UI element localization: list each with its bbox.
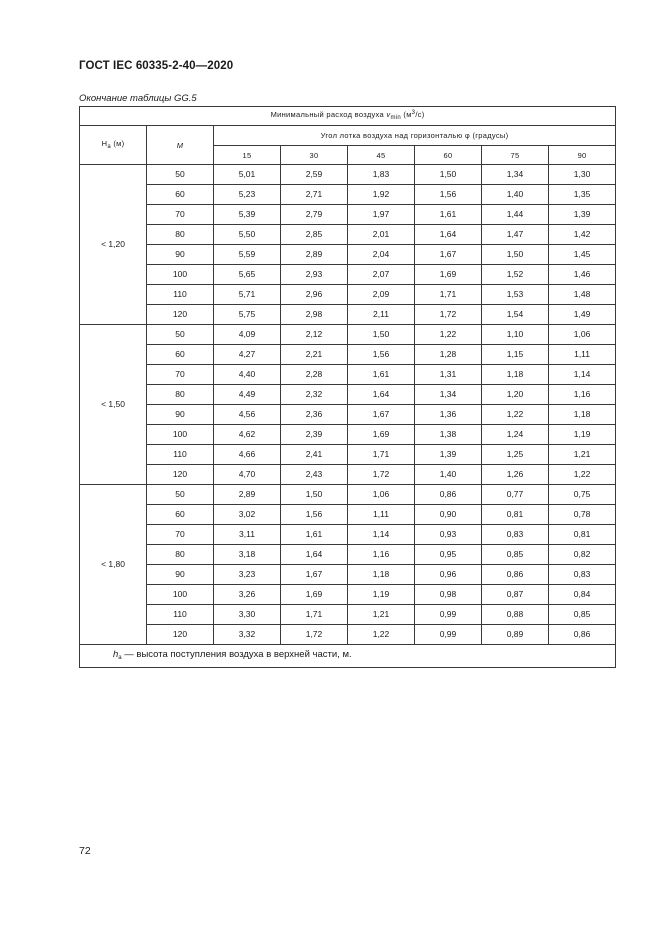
table-row	[80, 245, 616, 265]
angle-header-30: 30	[281, 146, 348, 165]
value-cell: 1,15	[482, 345, 549, 365]
value-cell: 3,23	[214, 565, 281, 585]
m-header-cell: M	[147, 126, 214, 165]
m-cell: 120	[147, 625, 214, 645]
m-cell: 120	[147, 305, 214, 325]
table-row	[80, 525, 616, 545]
table-row	[80, 585, 616, 605]
value-cell: 4,66	[214, 445, 281, 465]
value-cell: 1,21	[348, 605, 415, 625]
value-cell: 1,83	[348, 165, 415, 185]
value-cell: 1,11	[549, 345, 616, 365]
value-cell: 1,24	[482, 425, 549, 445]
value-cell: 4,49	[214, 385, 281, 405]
value-cell: 3,02	[214, 505, 281, 525]
value-cell: 4,09	[214, 325, 281, 345]
value-cell: 0,83	[482, 525, 549, 545]
value-cell: 5,59	[214, 245, 281, 265]
table-caption: Окончание таблицы GG.5	[79, 93, 197, 104]
value-cell: 2,59	[281, 165, 348, 185]
value-cell: 2,43	[281, 465, 348, 485]
value-cell: 1,34	[482, 165, 549, 185]
value-cell: 1,69	[281, 585, 348, 605]
value-cell: 1,49	[549, 305, 616, 325]
value-cell: 5,65	[214, 265, 281, 285]
main-header-cell	[80, 107, 616, 126]
value-cell: 2,39	[281, 425, 348, 445]
value-cell: 1,52	[482, 265, 549, 285]
value-cell: 1,34	[415, 385, 482, 405]
value-cell: 4,56	[214, 405, 281, 425]
value-cell: 1,38	[415, 425, 482, 445]
m-cell: 90	[147, 405, 214, 425]
value-cell: 2,21	[281, 345, 348, 365]
document-title: ГОСТ IEC 60335-2-40—2020	[79, 60, 234, 72]
table-row	[80, 485, 616, 505]
value-cell: 5,50	[214, 225, 281, 245]
value-cell: 0,81	[549, 525, 616, 545]
footnote-row	[80, 645, 616, 668]
value-cell: 1,67	[415, 245, 482, 265]
value-cell: 0,96	[415, 565, 482, 585]
m-cell: 70	[147, 525, 214, 545]
value-cell: 0,78	[549, 505, 616, 525]
m-cell: 80	[147, 225, 214, 245]
header-row-angle	[80, 126, 616, 146]
m-cell: 110	[147, 445, 214, 465]
value-cell: 1,22	[415, 325, 482, 345]
angle-header-90: 90	[549, 146, 616, 165]
table-row	[80, 465, 616, 485]
m-cell: 90	[147, 565, 214, 585]
table-row	[80, 345, 616, 365]
value-cell: 0,83	[549, 565, 616, 585]
value-cell: 1,06	[549, 325, 616, 345]
value-cell: 0,99	[415, 605, 482, 625]
value-cell: 1,14	[348, 525, 415, 545]
value-cell: 1,50	[482, 245, 549, 265]
ha-header-main: H	[101, 138, 108, 148]
value-cell: 5,75	[214, 305, 281, 325]
value-cell: 1,35	[549, 185, 616, 205]
footnote-text: — высота поступления воздуха в верхней части, м.	[121, 648, 352, 660]
value-cell: 1,56	[348, 345, 415, 365]
value-cell: 1,44	[482, 205, 549, 225]
main-header-prefix: Минимальный расход воздуха	[270, 110, 387, 119]
m-cell: 50	[147, 325, 214, 345]
footnote-sub: a	[118, 654, 122, 661]
m-cell: 100	[147, 265, 214, 285]
value-cell: 0,99	[415, 625, 482, 645]
value-cell: 1,16	[549, 385, 616, 405]
value-cell: 2,36	[281, 405, 348, 425]
value-cell: 3,32	[214, 625, 281, 645]
value-cell: 1,72	[348, 465, 415, 485]
value-cell: 2,32	[281, 385, 348, 405]
value-cell: 1,97	[348, 205, 415, 225]
angle-header-15: 15	[214, 146, 281, 165]
ha-group-cell: < 1,80	[80, 485, 147, 645]
table-row	[80, 445, 616, 465]
value-cell: 2,89	[214, 485, 281, 505]
value-cell: 4,27	[214, 345, 281, 365]
ha-group-cell: < 1,50	[80, 325, 147, 485]
m-cell: 100	[147, 585, 214, 605]
value-cell: 1,16	[348, 545, 415, 565]
value-cell: 2,98	[281, 305, 348, 325]
footnote-cell	[80, 645, 616, 668]
value-cell: 1,56	[281, 505, 348, 525]
value-cell: 1,69	[348, 425, 415, 445]
m-cell: 50	[147, 485, 214, 505]
m-cell: 100	[147, 425, 214, 445]
ha-header-cell	[80, 126, 147, 165]
angle-header-45: 45	[348, 146, 415, 165]
value-cell: 1,18	[549, 405, 616, 425]
ha-header-sub: a	[107, 143, 111, 150]
ha-header-unit: (м)	[110, 138, 125, 148]
table-row	[80, 425, 616, 445]
value-cell: 2,41	[281, 445, 348, 465]
m-cell: 60	[147, 505, 214, 525]
main-header-unit-open: (м	[401, 110, 412, 119]
table-row	[80, 185, 616, 205]
value-cell: 5,71	[214, 285, 281, 305]
value-cell: 0,89	[482, 625, 549, 645]
angle-header-60: 60	[415, 146, 482, 165]
table-row	[80, 385, 616, 405]
value-cell: 0,84	[549, 585, 616, 605]
value-cell: 1,67	[348, 405, 415, 425]
value-cell: 1,26	[482, 465, 549, 485]
table-row	[80, 165, 616, 185]
value-cell: 1,71	[348, 445, 415, 465]
main-header-unit-close: /с)	[415, 110, 425, 119]
value-cell: 2,28	[281, 365, 348, 385]
footnote-var: h	[113, 648, 119, 660]
value-cell: 1,64	[348, 385, 415, 405]
value-cell: 3,26	[214, 585, 281, 605]
value-cell: 1,40	[482, 185, 549, 205]
value-cell: 0,81	[482, 505, 549, 525]
table-row	[80, 625, 616, 645]
table-row	[80, 225, 616, 245]
value-cell: 0,86	[415, 485, 482, 505]
m-cell: 80	[147, 385, 214, 405]
m-cell: 80	[147, 545, 214, 565]
value-cell: 1,64	[415, 225, 482, 245]
m-cell: 120	[147, 465, 214, 485]
value-cell: 1,47	[482, 225, 549, 245]
table-row	[80, 305, 616, 325]
value-cell: 0,82	[549, 545, 616, 565]
value-cell: 1,21	[549, 445, 616, 465]
m-cell: 110	[147, 605, 214, 625]
value-cell: 4,40	[214, 365, 281, 385]
value-cell: 1,92	[348, 185, 415, 205]
m-cell: 110	[147, 285, 214, 305]
value-cell: 1,72	[281, 625, 348, 645]
value-cell: 1,18	[482, 365, 549, 385]
value-cell: 1,42	[549, 225, 616, 245]
value-cell: 2,71	[281, 185, 348, 205]
value-cell: 1,11	[348, 505, 415, 525]
angle-header-75: 75	[482, 146, 549, 165]
value-cell: 2,11	[348, 305, 415, 325]
main-header-sub: min	[390, 115, 402, 121]
value-cell: 1,53	[482, 285, 549, 305]
value-cell: 5,39	[214, 205, 281, 225]
table-row	[80, 605, 616, 625]
value-cell: 0,95	[415, 545, 482, 565]
value-cell: 0,87	[482, 585, 549, 605]
value-cell: 0,86	[549, 625, 616, 645]
value-cell: 1,67	[281, 565, 348, 585]
value-cell: 3,11	[214, 525, 281, 545]
value-cell: 1,54	[482, 305, 549, 325]
value-cell: 4,70	[214, 465, 281, 485]
value-cell: 1,28	[415, 345, 482, 365]
value-cell: 0,85	[482, 545, 549, 565]
value-cell: 0,98	[415, 585, 482, 605]
value-cell: 1,45	[549, 245, 616, 265]
value-cell: 3,30	[214, 605, 281, 625]
value-cell: 4,62	[214, 425, 281, 445]
m-cell: 70	[147, 365, 214, 385]
value-cell: 1,10	[482, 325, 549, 345]
value-cell: 0,77	[482, 485, 549, 505]
m-cell: 50	[147, 165, 214, 185]
value-cell: 0,90	[415, 505, 482, 525]
m-cell: 70	[147, 205, 214, 225]
value-cell: 1,30	[549, 165, 616, 185]
value-cell: 0,85	[549, 605, 616, 625]
value-cell: 1,72	[415, 305, 482, 325]
table-row	[80, 265, 616, 285]
table-row	[80, 565, 616, 585]
airflow-table	[79, 106, 616, 668]
value-cell: 1,61	[348, 365, 415, 385]
value-cell: 1,50	[415, 165, 482, 185]
m-cell: 60	[147, 345, 214, 365]
value-cell: 2,07	[348, 265, 415, 285]
value-cell: 1,22	[482, 405, 549, 425]
value-cell: 1,40	[415, 465, 482, 485]
value-cell: 1,56	[415, 185, 482, 205]
value-cell: 2,96	[281, 285, 348, 305]
value-cell: 1,71	[415, 285, 482, 305]
value-cell: 2,04	[348, 245, 415, 265]
value-cell: 1,06	[348, 485, 415, 505]
value-cell: 0,93	[415, 525, 482, 545]
value-cell: 1,22	[348, 625, 415, 645]
table-row	[80, 325, 616, 345]
value-cell: 1,50	[348, 325, 415, 345]
value-cell: 1,48	[549, 285, 616, 305]
table-row	[80, 365, 616, 385]
value-cell: 2,89	[281, 245, 348, 265]
table-row	[80, 285, 616, 305]
page-number: 72	[79, 845, 91, 857]
ha-group-cell: < 1,20	[80, 165, 147, 325]
value-cell: 1,31	[415, 365, 482, 385]
value-cell: 5,01	[214, 165, 281, 185]
value-cell: 1,22	[549, 465, 616, 485]
header-row-main	[80, 107, 616, 126]
m-cell: 90	[147, 245, 214, 265]
value-cell: 1,36	[415, 405, 482, 425]
value-cell: 1,39	[415, 445, 482, 465]
m-cell: 60	[147, 185, 214, 205]
main-header-var: v	[386, 110, 391, 119]
value-cell: 1,50	[281, 485, 348, 505]
value-cell: 1,46	[549, 265, 616, 285]
value-cell: 1,19	[549, 425, 616, 445]
value-cell: 1,61	[415, 205, 482, 225]
value-cell: 1,39	[549, 205, 616, 225]
value-cell: 2,09	[348, 285, 415, 305]
table-row	[80, 205, 616, 225]
main-header-sup: 3	[411, 110, 416, 116]
table-row	[80, 405, 616, 425]
value-cell: 1,14	[549, 365, 616, 385]
value-cell: 2,85	[281, 225, 348, 245]
value-cell: 1,64	[281, 545, 348, 565]
value-cell: 0,88	[482, 605, 549, 625]
value-cell: 2,01	[348, 225, 415, 245]
value-cell: 1,69	[415, 265, 482, 285]
value-cell: 0,86	[482, 565, 549, 585]
value-cell: 1,20	[482, 385, 549, 405]
value-cell: 1,19	[348, 585, 415, 605]
value-cell: 1,18	[348, 565, 415, 585]
value-cell: 5,23	[214, 185, 281, 205]
value-cell: 2,79	[281, 205, 348, 225]
table-row	[80, 505, 616, 525]
value-cell: 1,61	[281, 525, 348, 545]
value-cell: 2,93	[281, 265, 348, 285]
value-cell: 3,18	[214, 545, 281, 565]
value-cell: 2,12	[281, 325, 348, 345]
value-cell: 1,71	[281, 605, 348, 625]
table-row	[80, 545, 616, 565]
value-cell: 1,25	[482, 445, 549, 465]
value-cell: 0,75	[549, 485, 616, 505]
angle-header-cell: Угол лотка воздуха над горизонталью φ (градусы)	[214, 126, 616, 146]
